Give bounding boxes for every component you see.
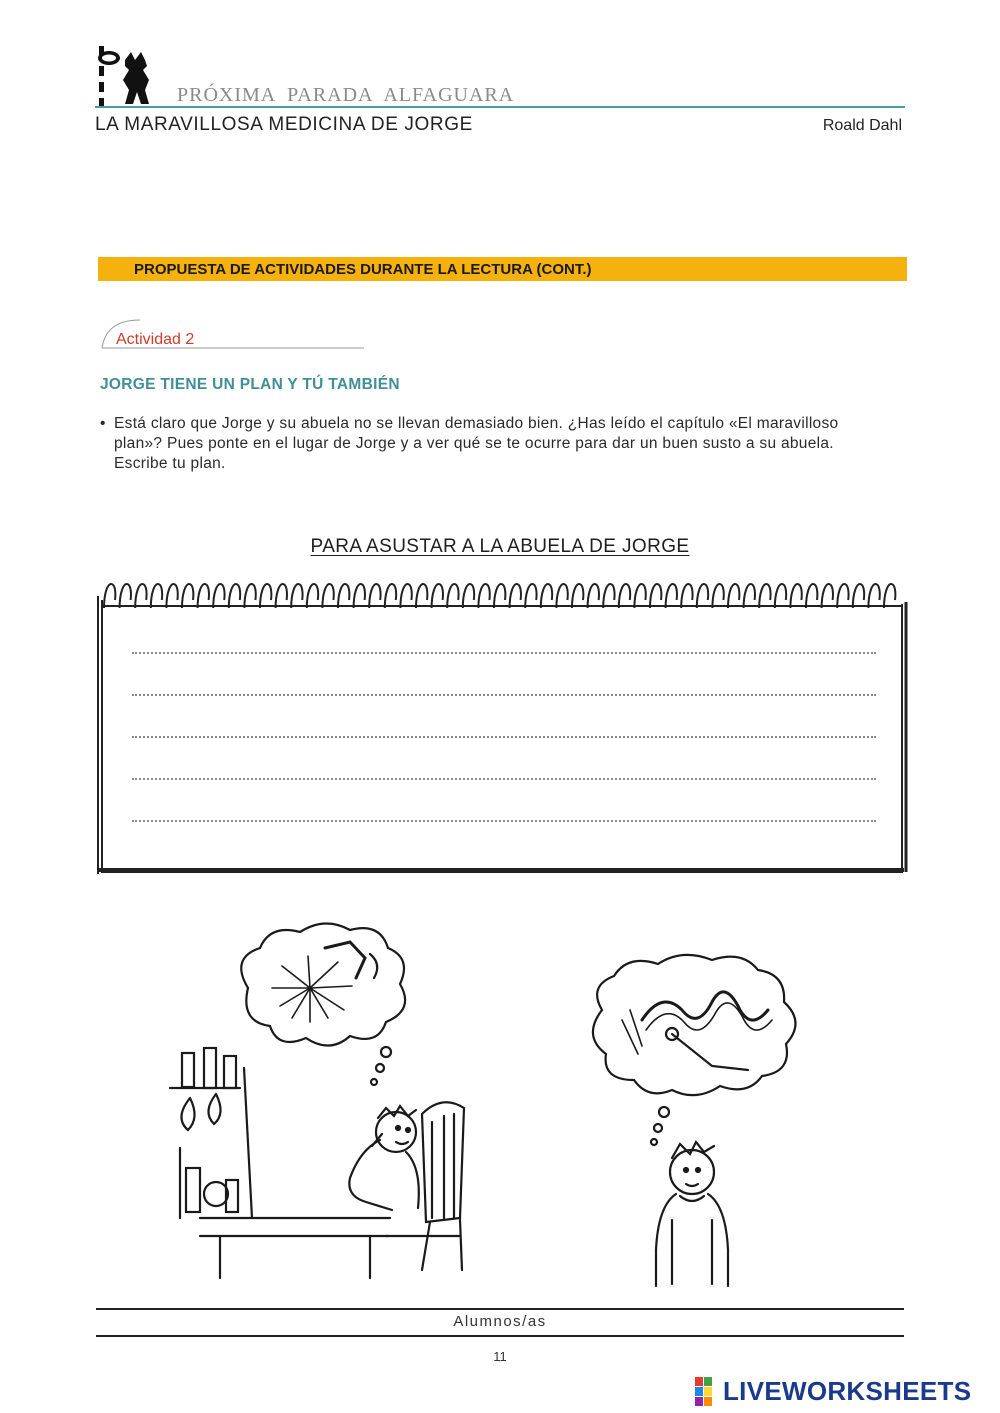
activity-number: Actividad 2 [116,331,195,348]
spiral-coil [151,584,162,608]
section-banner [98,257,907,281]
spiral-coil [307,584,318,608]
spiral-coil [744,584,755,608]
spiral-coil [806,584,817,608]
spiral-coil [213,584,224,608]
liveworksheets-watermark[interactable]: LIVEWORKSHEETS [723,1376,972,1406]
spiral-coil [354,584,365,608]
notebook-spiral-icon [104,584,895,608]
spiral-coil [634,584,645,608]
spiral-coil [166,584,177,608]
header-divider [95,106,905,108]
spiral-coil [447,584,458,608]
spiral-coil [432,584,443,608]
spiral-coil [400,584,411,608]
spiral-coil [790,584,801,608]
notebook-frame [96,578,908,876]
footer-label: Alumnos/as [453,1313,547,1330]
spiral-coil [666,584,677,608]
footer-divider-top [96,1308,904,1310]
spiral-coil [603,584,614,608]
spiral-coil [244,584,255,608]
footer-divider-bottom [96,1335,904,1337]
spiral-coil [416,584,427,608]
answer-line[interactable] [132,778,876,780]
answer-line[interactable] [132,820,876,822]
spiral-coil [260,584,271,608]
spiral-coil [198,584,209,608]
spiral-coil [478,584,489,608]
activity-heading: JORGE TIENE UN PLAN Y TÚ TAMBIÉN [100,376,400,393]
spiral-coil [104,584,115,608]
spiral-coil [291,584,302,608]
spiral-coil [853,584,864,608]
spiral-coil [712,584,723,608]
spiral-coil [588,584,599,608]
spiral-coil [868,584,879,608]
spiral-coil [650,584,661,608]
spiral-coil [619,584,630,608]
spiral-coil [822,584,833,608]
spiral-coil [759,584,770,608]
spiral-coil [556,584,567,608]
spiral-coil [338,584,349,608]
spiral-coil [494,584,505,608]
bullet: • [100,415,106,432]
spiral-coil [463,584,474,608]
answer-line[interactable] [132,736,876,738]
publisher-brand: PRÓXIMA PARADA ALFAGUARA [177,84,515,106]
instructions-text: Está claro que Jorge y su abuela no se llevan demasiado bien. ¿Has leído el capítulo «El maravilloso plan»? Pues ponte en el lugar de Jorge y a ver qué se te ocurre para dar un buen susto a su abuela. Escribe tu plan. [114,415,839,472]
liveworksheets-logo-icon [695,1377,721,1407]
section-banner-label: PROPUESTA DE ACTIVIDADES DURANTE LA LECTURA (CONT.) [134,261,592,278]
illustration-jorge-thinking-worms [572,950,816,1290]
spiral-coil [572,584,583,608]
illustration-jorge-thinking-at-table [160,918,498,1280]
spiral-coil [135,584,146,608]
author-name: Roald Dahl [822,117,902,134]
spiral-coil [182,584,193,608]
spiral-coil [775,584,786,608]
answer-line[interactable] [132,694,876,696]
spiral-coil [837,584,848,608]
spiral-coil [681,584,692,608]
spiral-coil [322,584,333,608]
publisher-logo-icon [95,46,157,106]
spiral-coil [541,584,552,608]
spiral-coil [884,584,895,608]
book-title: LA MARAVILLOSA MEDICINA DE JORGE [95,114,473,135]
spiral-coil [369,584,380,608]
page-number: 11 [493,1349,507,1364]
spiral-coil [276,584,287,608]
spiral-coil [728,584,739,608]
spiral-coil [229,584,240,608]
answer-line[interactable] [132,652,876,654]
spiral-coil [385,584,396,608]
spiral-coil [525,584,536,608]
spiral-coil [120,584,131,608]
plan-title [0,536,1000,558]
plan-title-text: PARA ASUSTAR A LA ABUELA DE JORGE [310,536,690,557]
spiral-coil [697,584,708,608]
spiral-coil [510,584,521,608]
